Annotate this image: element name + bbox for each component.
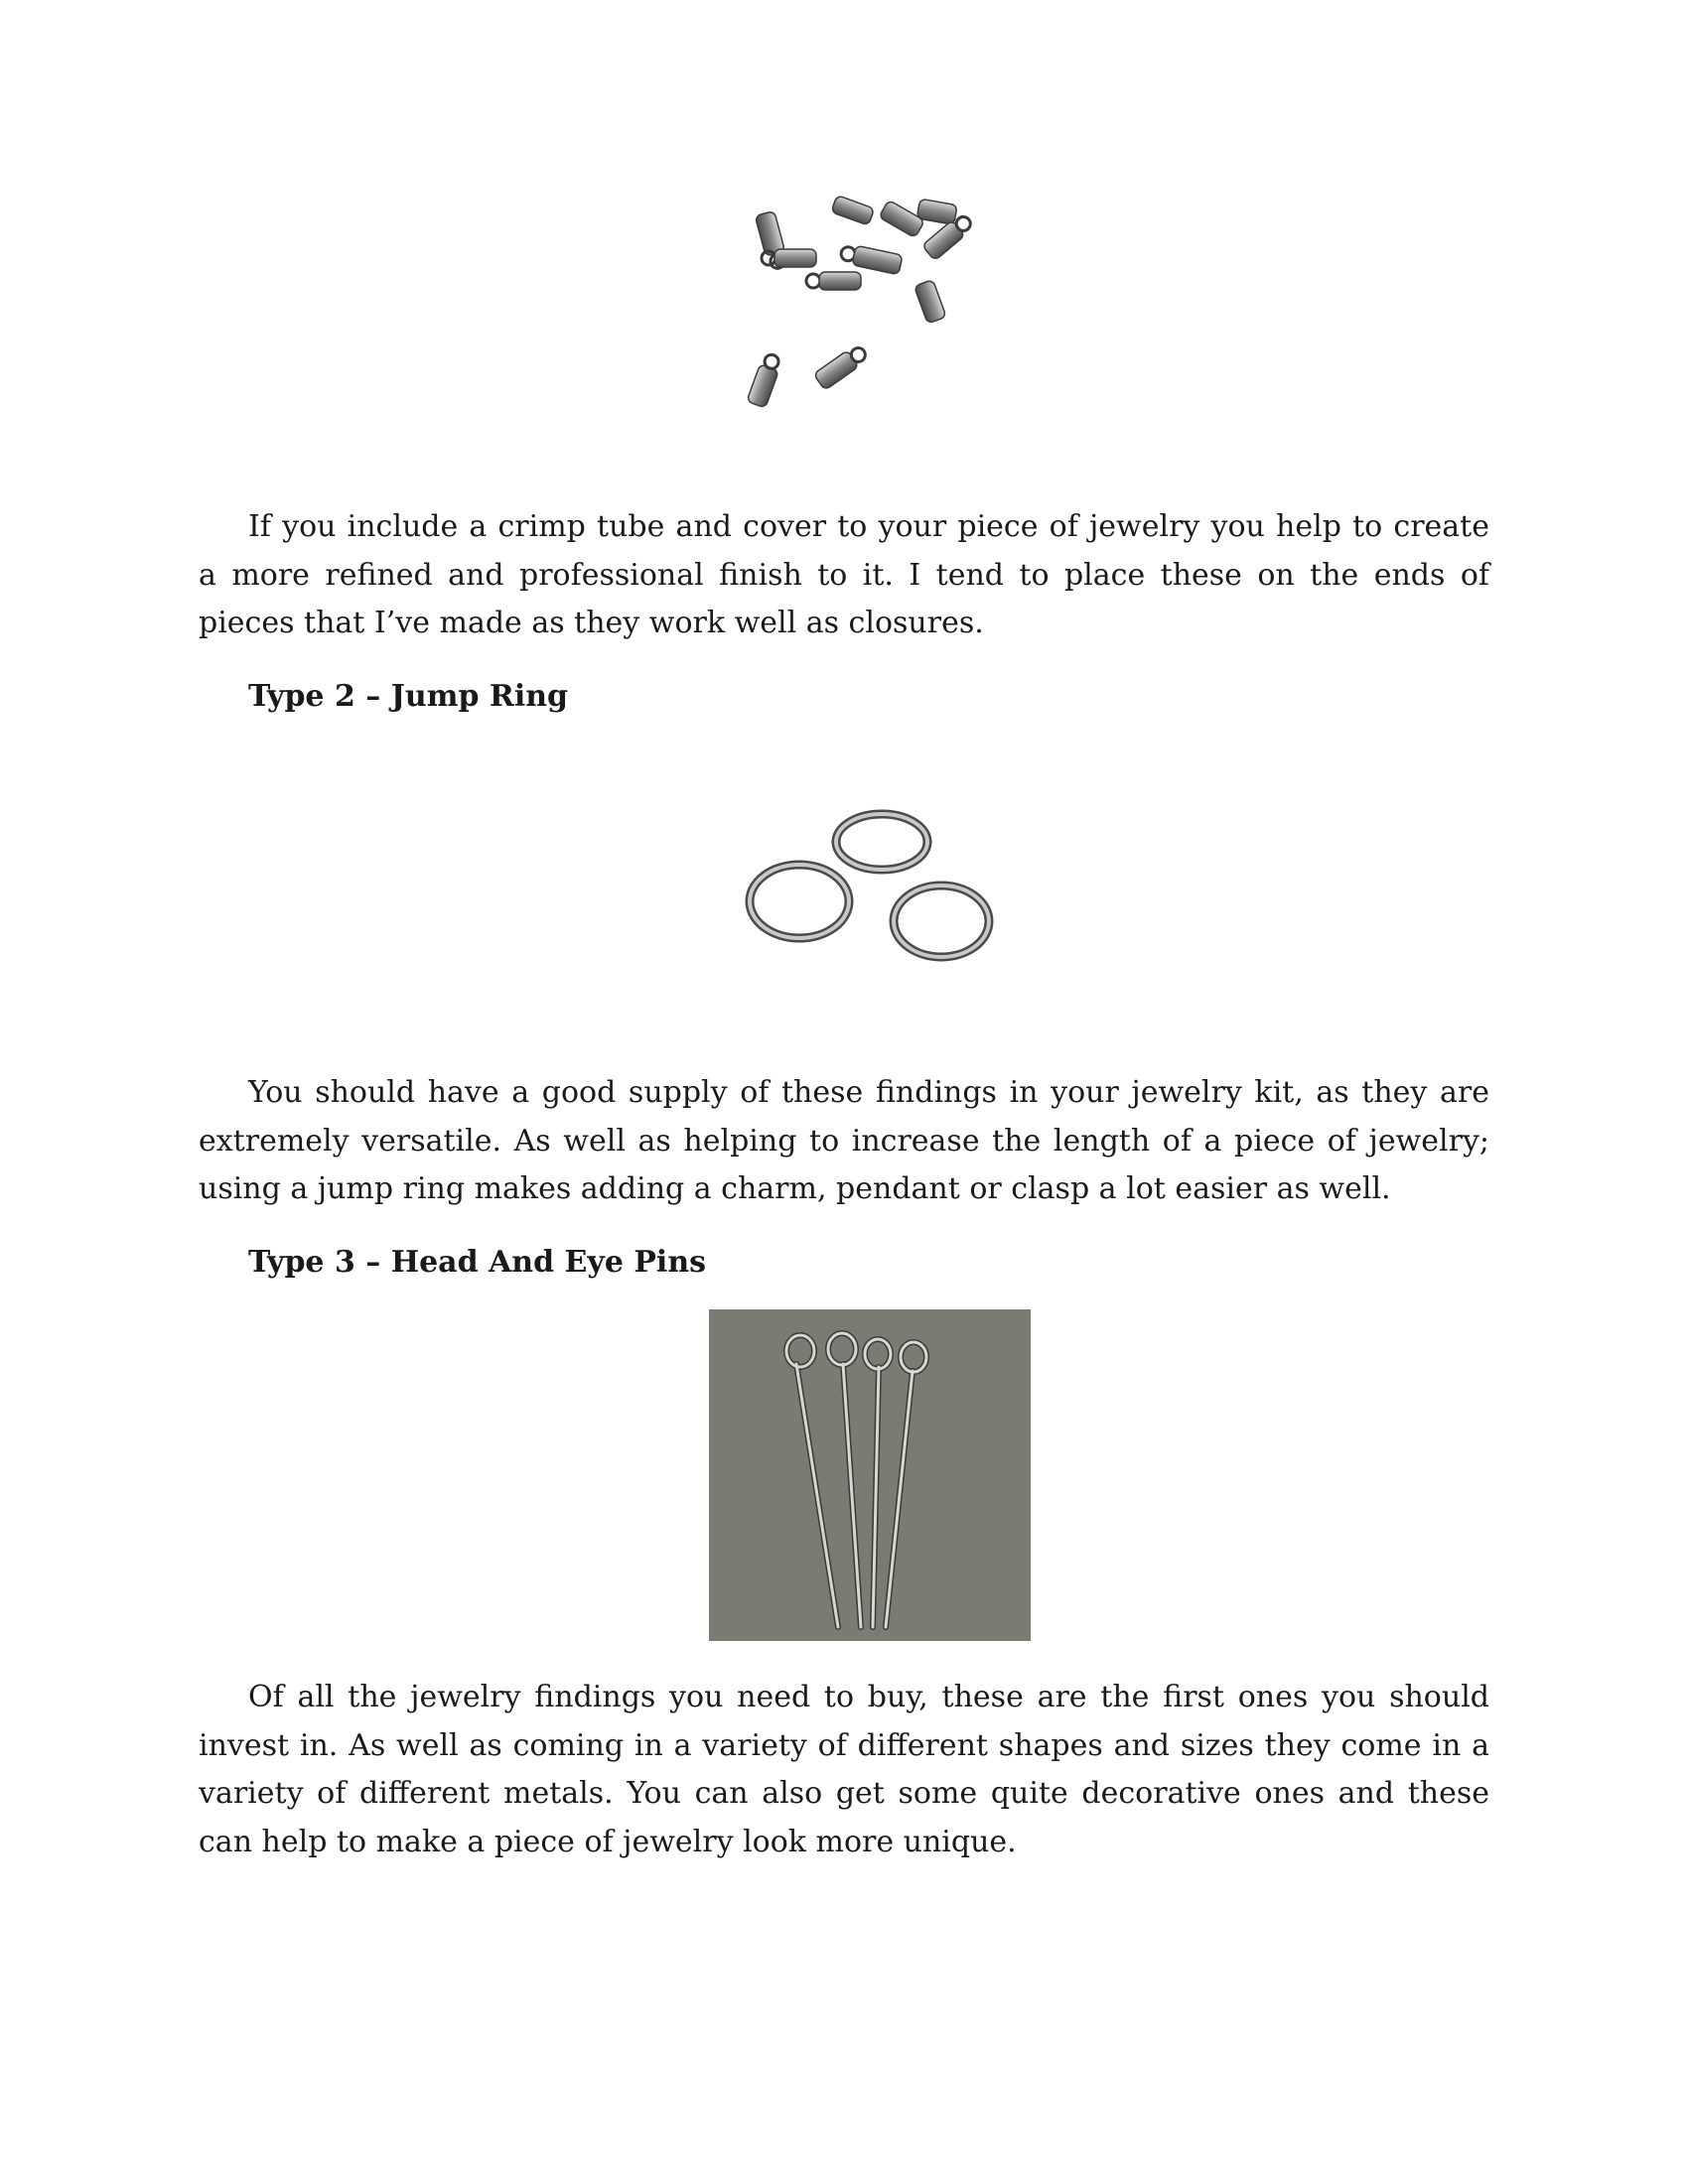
jump-ring-image: [740, 802, 998, 976]
eye-pins-image: [709, 1309, 1031, 1641]
eye-pins-heading: Type 3 – Head And Eye Pins: [248, 1245, 707, 1280]
jump-ring-paragraph: You should have a good supply of these findings in your jewelry kit, as they are extremely versatile. As well as helping to increase the length of a piece of jewelry; using a jump ring makes adding a charm, pendant or clasp a lot easier as well.: [199, 1075, 1489, 1206]
crimp-tube-cover-photo-icon: [735, 194, 1033, 437]
jump-ring-heading: Type 2 – Jump Ring: [248, 679, 569, 714]
crimp-tube-paragraph: If you include a crimp tube and cover to your piece of jewelry you help to create a more refined and professional finish to it. I tend to place these on the ends of pieces that I’ve made as they work well as closures.: [199, 509, 1489, 640]
jump-ring-photo-icon: [740, 802, 998, 976]
eye-pins-photo-icon: [709, 1309, 1031, 1641]
eye-pins-paragraph: Of all the jewelry findings you need to buy, these are the first ones you should invest in. As well as coming in a variety of different shapes and sizes they come in a variety of different metals. You can also get some quite decorative ones and these can help to make a piece of jewelry look more unique.: [199, 1680, 1489, 1859]
crimp-tube-cover-image: [735, 194, 1033, 437]
